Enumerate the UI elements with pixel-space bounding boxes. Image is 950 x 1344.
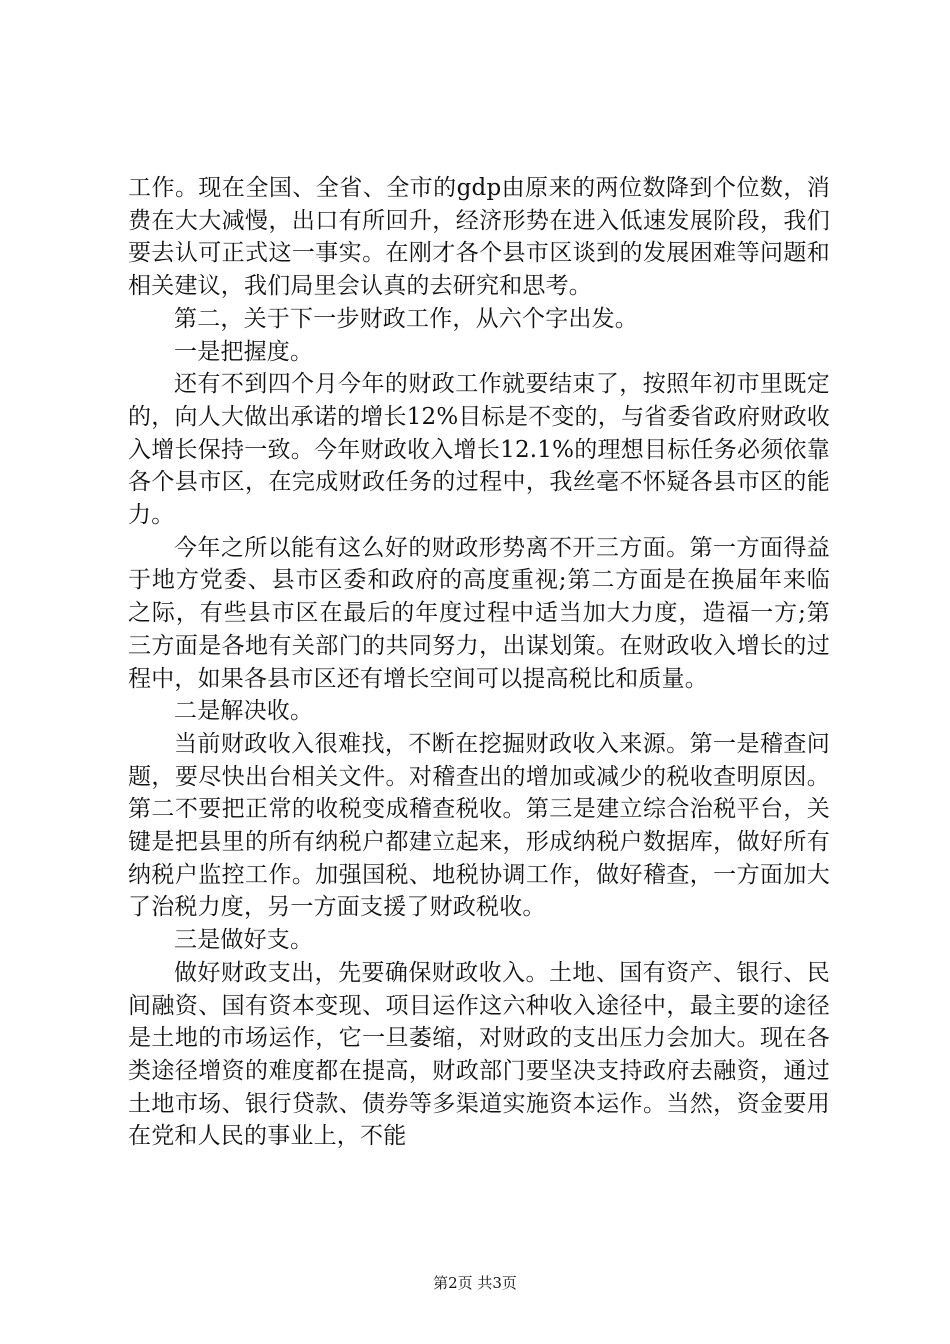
paragraph-9: 做好财政支出，先要确保财政收入。土地、国有资产、银行、民间融资、国有资本变现、项目运作这六种收入途径中，最主要的途径是土地的市场运作，它一旦萎缩，对财政的支出压力会加大。现在各类途径增资的难度都在提高，财政部门要坚决支持政府去融资，通过土地市场、银行贷款、债券等多渠道实施资本运作。当然，资金要用在党和人民的事业上，不能 [128, 959, 830, 1150]
page-footer: 第2页 共3页 [433, 1274, 517, 1292]
paragraph-5: 今年之所以能有这么好的财政形势离不开三方面。第一方面得益于地方党委、县市区委和政府的高度重视;第二方面是在换届年来临之际，有些县市区在最后的年度过程中适当加大力度，造福一方;第三方面是各地有关部门的共同努力，出谋划策。在财政收入增长的过程中，如果各县市区还有增长空间可以提高税比和质量。 [128, 534, 830, 692]
paragraph-1: 工作。现在全国、全省、全市的gdp由原来的两位数降到个位数，消费在大大减慢，出口有所回升，经济形势在进入低速发展阶段，我们要去认可正式这一事实。在刚才各个县市区谈到的发展困难等问题和相关建议，我们局里会认真的去研究和思考。 [128, 175, 830, 300]
paragraph-4: 还有不到四个月今年的财政工作就要结束了，按照年初市里既定的，向人大做出承诺的增长12%目标是不变的，与省委省政府财政收入增长保持一致。今年财政收入增长12.1%的理想目标任务必须依靠各个县市区，在完成财政任务的过程中，我丝毫不怀疑各县市区的能力。 [128, 371, 830, 529]
paragraph-6: 二是解决收。 [174, 698, 314, 725]
paragraph-8: 三是做好支。 [174, 927, 314, 954]
paragraph-7: 当前财政收入很难找，不断在挖掘财政收入来源。第一是稽查问题，要尽快出台相关文件。对稽查出的增加或减少的税收查明原因。第二不要把正常的收税变成稽查税收。第三是建立综合治税平台，关键是把县里的所有纳税户都建立起来，形成纳税户数据库，做好所有纳税户监控工作。加强国税、地税协调工作，做好稽查，一方面加大了治税力度，另一方面支援了财政税收。 [128, 730, 830, 921]
paragraph-3: 一是把握度。 [174, 338, 314, 365]
document-body [128, 172, 830, 1153]
paragraph-2: 第二，关于下一步财政工作，从六个字出发。 [174, 305, 638, 332]
